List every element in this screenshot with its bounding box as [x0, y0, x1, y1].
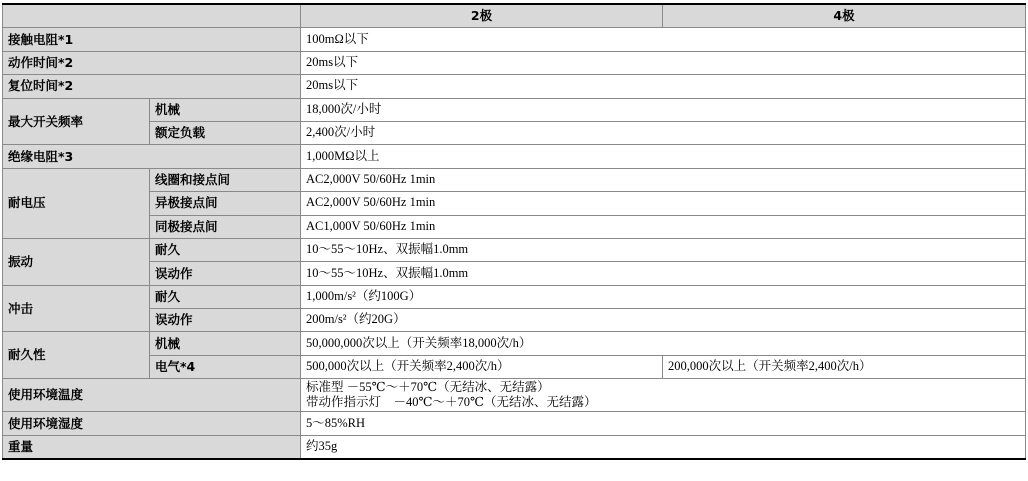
table-row: [3, 98, 1026, 121]
row-label-operate-time: 动作时间*2: [3, 51, 301, 74]
spec-table: [2, 3, 1026, 460]
header-blank-cell: [3, 4, 301, 28]
value-max-freq-rated-load: 2,400次/小时: [301, 121, 1026, 144]
table-row: [3, 28, 1026, 51]
header-2pole: 2极: [301, 4, 663, 28]
sublabel-mechanical: 机械: [150, 98, 301, 121]
row-value-ambient-temp: [301, 379, 1026, 412]
row-label-dielectric-strength: 耐电压: [3, 168, 150, 238]
sublabel-coil-contact: 线圈和接点间: [150, 168, 301, 191]
row-label-release-time: 复位时间*2: [3, 75, 301, 98]
sublabel-rated-load: 额定负载: [150, 121, 301, 144]
row-value-operate-time: 20ms以下: [301, 51, 1026, 74]
value-same-pole: AC1,000V 50/60Hz 1min: [301, 215, 1026, 238]
row-label-max-switching-freq: 最大开关频率: [3, 98, 150, 145]
table-row: [3, 145, 1026, 168]
table-row: [3, 412, 1026, 435]
value-shock-durability: 1,000m/s²（约100G）: [301, 285, 1026, 308]
row-label-contact-resistance: 接触电阻*1: [3, 28, 301, 51]
row-label-insulation-resistance: 绝缘电阻*3: [3, 145, 301, 168]
sublabel-vibration-malfunction: 误动作: [150, 262, 301, 285]
table-row: [3, 238, 1026, 261]
sublabel-shock-durability: 耐久: [150, 285, 301, 308]
row-value-ambient-humidity: 5～85%RH: [301, 412, 1026, 435]
table-row: [3, 379, 1026, 412]
value-endurance-electrical-4pole: 200,000次以上（开关频率2,400次/h）: [663, 355, 1026, 378]
row-value-contact-resistance: 100mΩ以下: [301, 28, 1026, 51]
table-row: [3, 355, 1026, 378]
header-row: [3, 4, 1026, 28]
value-shock-malfunction: 200m/s²（约20G）: [301, 309, 1026, 332]
table-row: [3, 168, 1026, 191]
row-label-ambient-temp: 使用环境温度: [3, 379, 301, 412]
table-row: [3, 435, 1026, 459]
row-label-endurance: 耐久性: [3, 332, 150, 379]
ambient-temp-line-indicator: 带动作指示灯 －40℃～＋70℃（无结冰、无结露）: [306, 395, 597, 410]
sublabel-shock-malfunction: 误动作: [150, 309, 301, 332]
value-endurance-electrical-2pole: 500,000次以上（开关频率2,400次/h）: [301, 355, 663, 378]
value-endurance-mechanical: 50,000,000次以上（开关频率18,000次/h）: [301, 332, 1026, 355]
table-row: [3, 51, 1026, 74]
value-vibration-durability: 10～55～10Hz、双振幅1.0mm: [301, 238, 1026, 261]
value-vibration-malfunction: 10～55～10Hz、双振幅1.0mm: [301, 262, 1026, 285]
table-row: [3, 192, 1026, 215]
sublabel-endurance-electrical: 电气*4: [150, 355, 301, 378]
row-value-release-time: 20ms以下: [301, 75, 1026, 98]
sublabel-same-pole: 同极接点间: [150, 215, 301, 238]
table-row: [3, 262, 1026, 285]
table-row: [3, 332, 1026, 355]
sublabel-endurance-mechanical: 机械: [150, 332, 301, 355]
sublabel-diff-pole: 异极接点间: [150, 192, 301, 215]
ambient-temp-line-standard: 标准型 －55℃～＋70℃（无结冰、无结露）: [306, 380, 550, 395]
row-value-weight: 约35g: [301, 435, 1026, 459]
value-diff-pole: AC2,000V 50/60Hz 1min: [301, 192, 1026, 215]
row-value-insulation-resistance: 1,000MΩ以上: [301, 145, 1026, 168]
table-row: [3, 75, 1026, 98]
table-row: [3, 309, 1026, 332]
row-label-vibration: 振动: [3, 238, 150, 285]
value-max-freq-mechanical: 18,000次/小时: [301, 98, 1026, 121]
table-row: [3, 215, 1026, 238]
header-4pole: 4极: [663, 4, 1026, 28]
value-coil-contact: AC2,000V 50/60Hz 1min: [301, 168, 1026, 191]
row-label-ambient-humidity: 使用环境湿度: [3, 412, 301, 435]
row-label-shock: 冲击: [3, 285, 150, 332]
row-label-weight: 重量: [3, 435, 301, 459]
sublabel-vibration-durability: 耐久: [150, 238, 301, 261]
table-row: [3, 285, 1026, 308]
table-row: [3, 121, 1026, 144]
